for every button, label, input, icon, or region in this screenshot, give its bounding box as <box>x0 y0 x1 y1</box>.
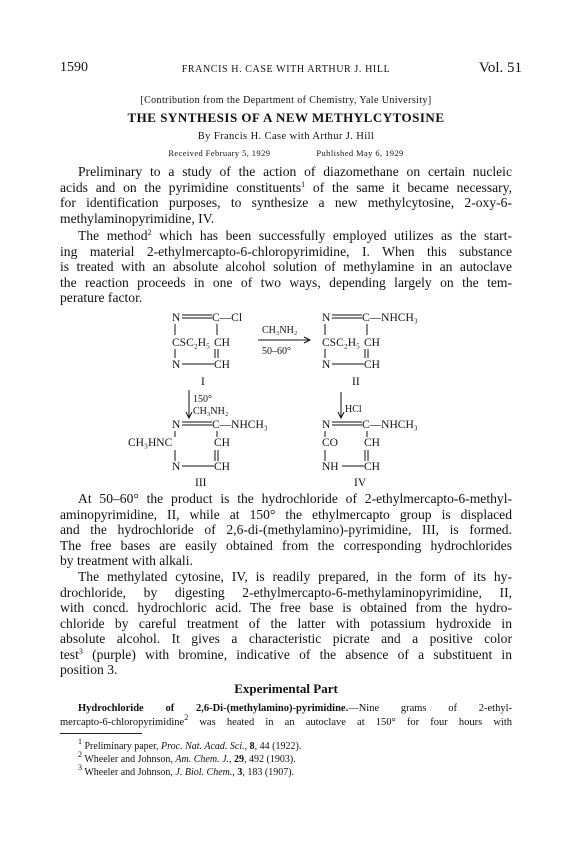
text-line: by treatment with alkali. <box>60 553 193 568</box>
text-line: perature factor. <box>60 290 143 305</box>
scheme-atom: CH <box>364 337 380 349</box>
scheme-atom: C—NHCH₃ <box>212 419 268 431</box>
scheme-atom: CSC₂H₅ <box>172 337 211 349</box>
scheme-atom: N <box>322 312 331 324</box>
text-line: mercapto-6-chloropyrimidine$^2$ was heated in an autoclave at 150° for four hours with <box>60 713 512 728</box>
scheme-atom: N <box>172 312 181 324</box>
arrow-reagent: CH₃NH₂ <box>193 406 229 417</box>
running-title: FRANCIS H. CASE WITH ARTHUR J. HILL <box>181 64 391 75</box>
arrow-reagent: HCl <box>345 404 362 415</box>
text-line: The method$^2$ which has been successfully employed utilizes as the start- <box>78 228 512 243</box>
text-line: At 50–60° the product is the hydrochloride of 2-ethylmercapto-6-methyl- <box>78 491 512 506</box>
text-line: the reaction proceeds in one of two ways, depending largely on the tem- <box>60 274 512 290</box>
scheme-atom: N <box>322 359 331 371</box>
scheme-atom: N <box>172 419 181 431</box>
text-line: drochloride, by digesting 2-ethylmercapto-6-methylaminopyrimidine, II, <box>60 584 512 600</box>
footnote: $^2$ Wheeler and Johnson, Am. Chem. J., 29, 492 (1903). <box>78 750 296 765</box>
results-paragraph <box>60 491 512 569</box>
text-line: chloride by careful treatment of the latter with potassium hydroxide in <box>60 615 512 631</box>
scheme-atom: C—NHCH₃ <box>362 312 418 324</box>
footnote-ref[interactable]: 3 <box>78 646 83 656</box>
experimental-paragraph <box>60 702 512 730</box>
footnotes <box>60 737 302 779</box>
scheme-atom: N <box>172 359 181 371</box>
footnote-ref[interactable]: 2 <box>184 713 189 722</box>
text-line: The free bases are easily obtained from the corresponding hydrochlorides <box>60 537 512 553</box>
compound-label-I: I <box>201 376 205 388</box>
scheme-atom: CH <box>214 359 230 371</box>
scheme-atom: CH <box>214 437 230 449</box>
contribution-line: [Contribution from the Department of Chemistry, Yale University] <box>140 95 432 106</box>
text-line: absolute alcohol. It gives a characteristic picrate and a positive color <box>60 631 512 646</box>
compound-label-IV: IV <box>354 477 367 489</box>
arrow-condition: 50–60° <box>262 346 291 357</box>
footnote-ref[interactable]: 1 <box>301 179 306 189</box>
text-line: and the hydrochloride of 2,6-di-(methylamino)-pyrimidine, III, is formed. <box>60 522 512 537</box>
text-line: with concd. hydrochloric acid. The free base is obtained from the hydro- <box>60 600 512 615</box>
text-line: position 3. <box>60 662 118 677</box>
scheme-atom: CH₃HNC <box>128 437 173 449</box>
scheme-atom: CO <box>322 437 338 449</box>
text-line: methylaminopyrimidine, IV. <box>60 210 215 226</box>
scheme-atom: CH <box>214 337 230 349</box>
text-line: aminopyrimidine, II, while at 150° the ethylmercapto group is displaced <box>60 506 512 522</box>
scheme-atom: CH <box>364 461 380 473</box>
scheme-atom: CH <box>364 437 380 449</box>
scheme-atom: CH <box>364 359 380 371</box>
text-line: Hydrochloride of 2,6-Di-(methylamino)-pyrimidine.—Nine grams of 2-ethyl- <box>78 703 512 714</box>
arrow-condition: 150° <box>193 394 212 405</box>
text-line: Preliminary to a study of the action of diazomethane on certain nucleic <box>78 164 512 179</box>
footnote: $^3$ Wheeler and Johnson, J. Biol. Chem., 3, 183 (1907). <box>78 763 295 778</box>
page-number: 1590 <box>60 60 88 75</box>
text-line: The methylated cytosine, IV, is readily prepared, in the form of its hy- <box>78 569 512 584</box>
compound-label-II: II <box>352 376 360 388</box>
text-line: for identification purposes, to synthesize a new methylcytosine, 2-oxy-6- <box>60 195 512 210</box>
scheme-atom: C—NHCH₃ <box>362 419 418 431</box>
scheme-atom: NH <box>322 461 339 473</box>
scheme-atom: CH <box>214 461 230 473</box>
footnote-divider <box>60 733 142 734</box>
received-date: Received February 5, 1929 <box>168 148 271 158</box>
text-line: ing material 2-ethylmercapto-6-chloropyrimidine, I. When this substance <box>60 243 512 259</box>
text-line: is treated with an absolute alcohol solution of methylamine in an autoclave <box>60 259 512 274</box>
footnote: $^1$ Preliminary paper, Proc. Nat. Acad. Sci., 8, 44 (1922). <box>78 737 302 752</box>
arrow-reagent: CH₃NH₂ <box>262 325 298 336</box>
scheme-atom: CSC₂H₅ <box>322 337 361 349</box>
article-title: THE SYNTHESIS OF A NEW METHYLCYTOSINE <box>127 110 445 125</box>
footnote-ref[interactable]: 2 <box>147 228 152 237</box>
subsection-title: Hydrochloride of 2,6-Di-(methylamino)-pyrimidine. <box>78 703 349 714</box>
cytosine-paragraph <box>60 569 512 678</box>
published-date: Published May 6, 1929 <box>316 148 404 158</box>
volume-label: Vol. 51 <box>478 60 522 76</box>
text-line: test$^3$ (purple) with bromine, indicative of the absence of a substituent in <box>60 646 512 662</box>
section-heading: Experimental Part <box>234 681 338 696</box>
scheme-atom: N <box>172 461 181 473</box>
text-line: acids and on the pyrimidine constituents$^1$ of the same it became necessary, <box>60 179 512 195</box>
compound-label-III: III <box>195 477 207 489</box>
byline: By Francis H. Case with Arthur J. Hill <box>197 131 375 142</box>
scheme-atom: N <box>322 419 331 431</box>
scheme-atom: C—Cl <box>212 312 243 324</box>
